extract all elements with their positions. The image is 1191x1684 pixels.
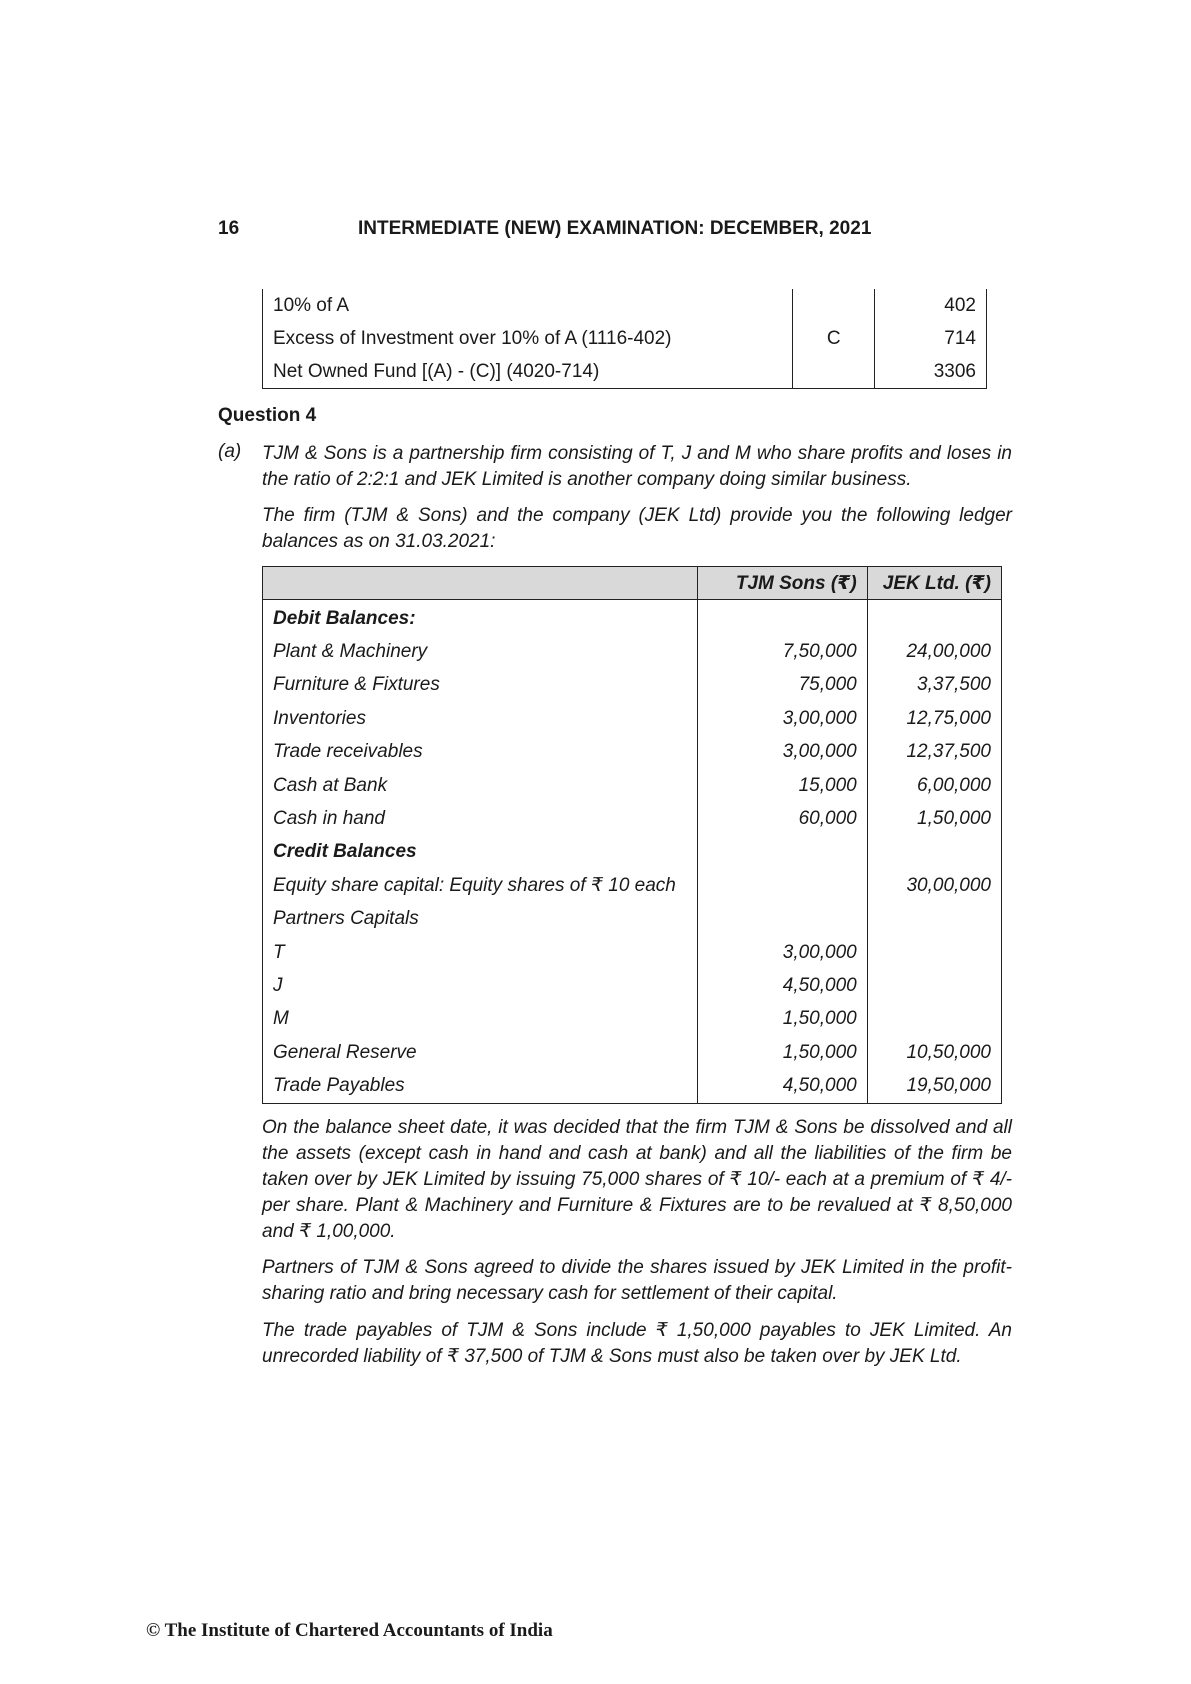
question-paragraph-3: On the balance sheet date, it was decided that the firm TJM & Sons be dissolved and all the assets (except cash in hand and cash at bank) and all the liabilities of the firm be taken over by JEK Limited by issuing 75,000 shares of ₹ 10/- each at a premium of ₹ 4/- per share. Plant & Machinery and Furniture & Fixtures are to be revalued at ₹ 8,50,000 and ₹ 1,00,000. [262, 1117, 1012, 1242]
question-paragraph-2: The firm (TJM & Sons) and the company (JEK Ltd) provide you the following ledger balances as on 31.03.2021: [262, 505, 1012, 552]
header-tjm: TJM Sons (₹) [697, 567, 867, 600]
table-row [263, 736, 1002, 769]
tjm-value: 4,50,000 [697, 969, 867, 1002]
row-label: Excess of Investment over 10% of A (1116-402) [263, 322, 793, 355]
row-label: Net Owned Fund [(A) - (C)] (4020-714) [263, 355, 793, 389]
table-row [263, 802, 1002, 835]
row-label: 10% of A [263, 289, 793, 322]
jek-value [867, 969, 1001, 1002]
ledger-balances-table [262, 566, 1002, 1104]
jek-value [867, 903, 1001, 936]
row-label: T [263, 936, 698, 969]
jek-value: 30,00,000 [867, 869, 1001, 902]
tjm-value [697, 836, 867, 869]
row-label: Equity share capital: Equity shares of ₹ 10 each [263, 869, 698, 902]
table-row [263, 355, 987, 389]
row-mark: C [793, 322, 875, 355]
table-row [263, 600, 1002, 636]
row-label: Cash in hand [263, 802, 698, 835]
jek-value: 24,00,000 [867, 635, 1001, 668]
row-value: 3306 [875, 355, 987, 389]
jek-value: 10,50,000 [867, 1036, 1001, 1069]
question-paragraph-5: The trade payables of TJM & Sons include ₹ 1,50,000 payables to JEK Limited. An unrecorded liability of ₹ 37,500 of TJM & Sons must also be taken over by JEK Ltd. [262, 1320, 1012, 1367]
tjm-value: 3,00,000 [697, 702, 867, 735]
row-label: Trade Payables [263, 1069, 698, 1103]
question-title: Question 4 [218, 405, 317, 426]
row-label: M [263, 1003, 698, 1036]
table-row [263, 936, 1002, 969]
table-row [263, 969, 1002, 1002]
net-owned-fund-table [262, 289, 987, 389]
row-label: Furniture & Fixtures [263, 669, 698, 702]
table-row [263, 903, 1002, 936]
jek-value: 12,37,500 [867, 736, 1001, 769]
question-paragraph-1: TJM & Sons is a partnership firm consisting of T, J and M who share profits and loses in the ratio of 2:2:1 and JEK Limited is another company doing similar business. [262, 443, 1012, 490]
row-label: Credit Balances [263, 836, 698, 869]
jek-value: 1,50,000 [867, 802, 1001, 835]
header-jek: JEK Ltd. (₹) [867, 567, 1001, 600]
row-mark [793, 289, 875, 322]
row-value: 714 [875, 322, 987, 355]
row-label: Trade receivables [263, 736, 698, 769]
question-paragraph-4: Partners of TJM & Sons agreed to divide the shares issued by JEK Limited in the profit-sharing ratio and bring necessary cash for settlement of their capital. [262, 1257, 1012, 1304]
page-number: 16 [218, 218, 240, 239]
tjm-value: 1,50,000 [697, 1036, 867, 1069]
tjm-value [697, 869, 867, 902]
row-label: J [263, 969, 698, 1002]
tjm-value: 3,00,000 [697, 936, 867, 969]
table-header-row [263, 567, 1002, 600]
jek-value: 12,75,000 [867, 702, 1001, 735]
row-value: 402 [875, 289, 987, 322]
table-row [263, 769, 1002, 802]
table-row [263, 669, 1002, 702]
table-row [263, 289, 987, 322]
table-row [263, 322, 987, 355]
tjm-value: 15,000 [697, 769, 867, 802]
row-label: Plant & Machinery [263, 635, 698, 668]
row-label: Partners Capitals [263, 903, 698, 936]
row-label: Cash at Bank [263, 769, 698, 802]
table-row [263, 1069, 1002, 1103]
jek-value: 19,50,000 [867, 1069, 1001, 1103]
tjm-value: 4,50,000 [697, 1069, 867, 1103]
row-label: Debit Balances: [263, 600, 698, 636]
tjm-value [697, 903, 867, 936]
table-row [263, 836, 1002, 869]
part-label: (a) [218, 441, 242, 462]
table-row [263, 1036, 1002, 1069]
jek-value [867, 600, 1001, 636]
jek-value [867, 836, 1001, 869]
tjm-value: 1,50,000 [697, 1003, 867, 1036]
tjm-value: 7,50,000 [697, 635, 867, 668]
copyright-footer: © The Institute of Chartered Accountants of India [146, 1620, 553, 1641]
jek-value: 3,37,500 [867, 669, 1001, 702]
jek-value: 6,00,000 [867, 769, 1001, 802]
table-row [263, 702, 1002, 735]
table-row [263, 1003, 1002, 1036]
table-row [263, 635, 1002, 668]
tjm-value: 60,000 [697, 802, 867, 835]
header-blank [263, 567, 698, 600]
page-header-title: INTERMEDIATE (NEW) EXAMINATION: DECEMBER, 2021 [358, 218, 872, 239]
row-label: General Reserve [263, 1036, 698, 1069]
table-row [263, 869, 1002, 902]
row-label: Inventories [263, 702, 698, 735]
tjm-value: 3,00,000 [697, 736, 867, 769]
jek-value [867, 1003, 1001, 1036]
row-mark [793, 355, 875, 389]
tjm-value: 75,000 [697, 669, 867, 702]
jek-value [867, 936, 1001, 969]
tjm-value [697, 600, 867, 636]
